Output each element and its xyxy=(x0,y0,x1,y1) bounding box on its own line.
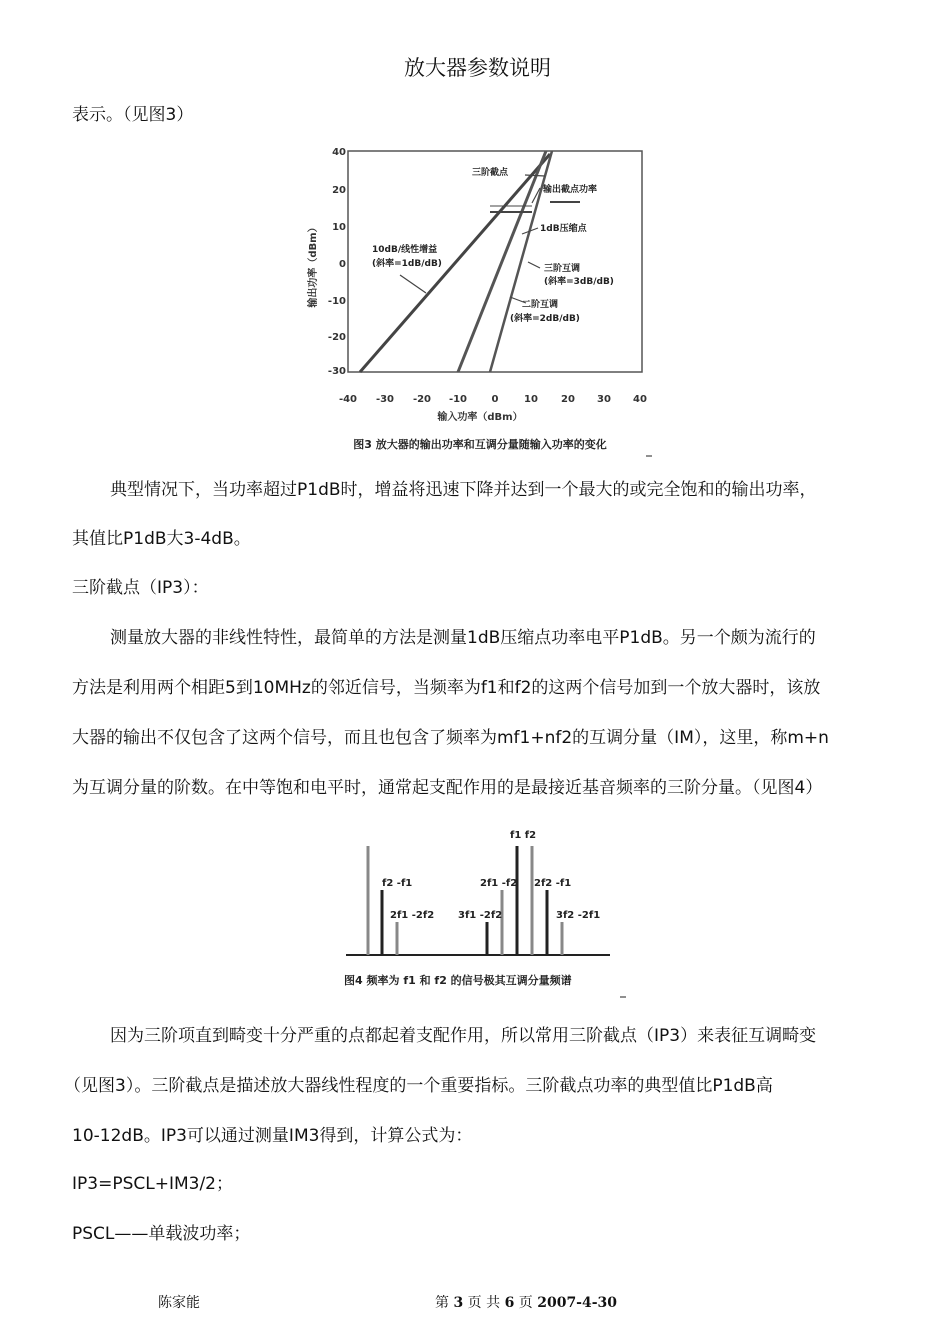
annotation-im2: 二阶互调 xyxy=(522,300,559,310)
label-3f1-2f2: 3f1 -2f2 xyxy=(458,910,503,921)
y-tick: 10 xyxy=(332,222,346,233)
label-2f1-f2: 2f1 -f2 xyxy=(480,878,518,889)
para2-line4: 为互调分量的阶数。在中等饱和电平时，通常起支配作用的是最接近基音频率的三阶分量。（见图4） xyxy=(72,778,823,798)
footer-page-info xyxy=(435,1292,617,1312)
annotation-fundamental-slope: (斜率=1dB/dB) xyxy=(372,259,442,269)
x-tick: -40 xyxy=(338,394,358,405)
im3-line xyxy=(458,151,546,372)
para3-line2: （见图3）。三阶截点是描述放大器线性程度的一个重要指标。三阶截点功率的典型值比P1dB高 xyxy=(64,1076,773,1096)
intro-line: 表示。（见图3） xyxy=(72,105,194,125)
figure-3-caption: 图3 放大器的输出功率和互调分量随输入功率的变化 xyxy=(353,438,607,451)
para1-line2: 其值比P1dB大3-4dB。 xyxy=(72,529,251,549)
para2-line2: 方法是利用两个相距5到10MHz的邻近信号，当频率为f1和f2的这两个信号加到一个放大器时，该放 xyxy=(72,678,821,698)
annotation-im3: 三阶互调 xyxy=(544,264,581,274)
y-tick: -10 xyxy=(327,296,346,307)
definition: PSCL——单载波功率； xyxy=(72,1224,251,1244)
label-2f1-2f2: 2f1 -2f2 xyxy=(390,910,435,921)
x-tick: -20 xyxy=(412,394,432,405)
label-2f2-f1: 2f2 -f1 xyxy=(534,878,572,889)
annotation-third-order: 三阶截点 xyxy=(472,168,509,178)
footer-page-prefix: 第 xyxy=(435,1295,449,1311)
annotation-fundamental: 10dB/线性增益 xyxy=(372,245,438,255)
y-tick: -30 xyxy=(327,366,346,377)
para1-line1: 典型情况下，当功率超过P1dB时，增益将迅速下降并达到一个最大的或完全饱和的输出功率， xyxy=(110,480,817,500)
footer-page-mid: 页 共 xyxy=(467,1295,501,1311)
x-tick: 10 xyxy=(524,394,538,405)
section-heading: 三阶截点（IP3）： xyxy=(72,578,209,598)
footer-author: 陈家能 xyxy=(158,1295,200,1311)
figure-4-chart xyxy=(330,822,640,1002)
y-tick: 40 xyxy=(332,147,346,158)
para3-line1: 因为三阶项直到畸变十分严重的点都起着支配作用，所以常用三阶截点（IP3）来表征互调畸变 xyxy=(110,1026,817,1046)
footer-date: 2007-4-30 xyxy=(537,1295,618,1311)
annotation-p1db: 1dB压缩点 xyxy=(540,224,587,234)
figure-4 xyxy=(330,822,640,1002)
x-tick: -10 xyxy=(448,394,468,405)
y-axis-label: 输出功率（dBm） xyxy=(308,222,319,308)
annotation-im2-slope: (斜率=2dB/dB) xyxy=(510,314,580,324)
footer-page-suffix: 页 xyxy=(518,1295,533,1311)
para2-line3: 大器的输出不仅包含了这两个信号，而且也包含了频率为mf1+nf2的互调分量（IM），这里，称m+n xyxy=(72,728,829,748)
para3-line3: 10-12dB。IP3可以通过测量IM3得到，计算公式为： xyxy=(72,1126,473,1146)
footer-page-num: 3 xyxy=(453,1295,464,1311)
annotation-im3-slope: (斜率=3dB/dB) xyxy=(544,277,614,287)
x-tick: 30 xyxy=(597,394,611,405)
formula: IP3=PSCL+IM3/2； xyxy=(72,1174,233,1194)
page-title: 放大器参数说明 xyxy=(404,56,551,80)
figure-4-caption: 图4 频率为 f1 和 f2 的信号极其互调分量频谱 xyxy=(344,974,572,987)
label-3f2-2f1: 3f2 -2f1 xyxy=(556,910,601,921)
x-tick: 0 xyxy=(491,394,499,405)
x-tick: 20 xyxy=(561,394,575,405)
figure-3-chart xyxy=(300,140,660,460)
y-tick: 20 xyxy=(332,185,346,196)
label-f2-f1: f2 -f1 xyxy=(382,878,413,889)
figure-3 xyxy=(300,140,660,460)
annotation-ip3-point: 输出截点功率 xyxy=(543,185,598,195)
para2-line1: 测量放大器的非线性特性，最简单的方法是测量1dB压缩点功率电平P1dB。另一个颇为流行的 xyxy=(110,628,816,648)
x-tick: 40 xyxy=(633,394,647,405)
footer-page-total: 6 xyxy=(504,1295,515,1311)
y-tick: 0 xyxy=(339,259,346,270)
y-tick: -20 xyxy=(327,332,346,343)
x-axis-label: 输入功率（dBm） xyxy=(437,412,523,423)
x-tick: -30 xyxy=(375,394,395,405)
label-f1-f2: f1 f2 xyxy=(510,830,537,841)
